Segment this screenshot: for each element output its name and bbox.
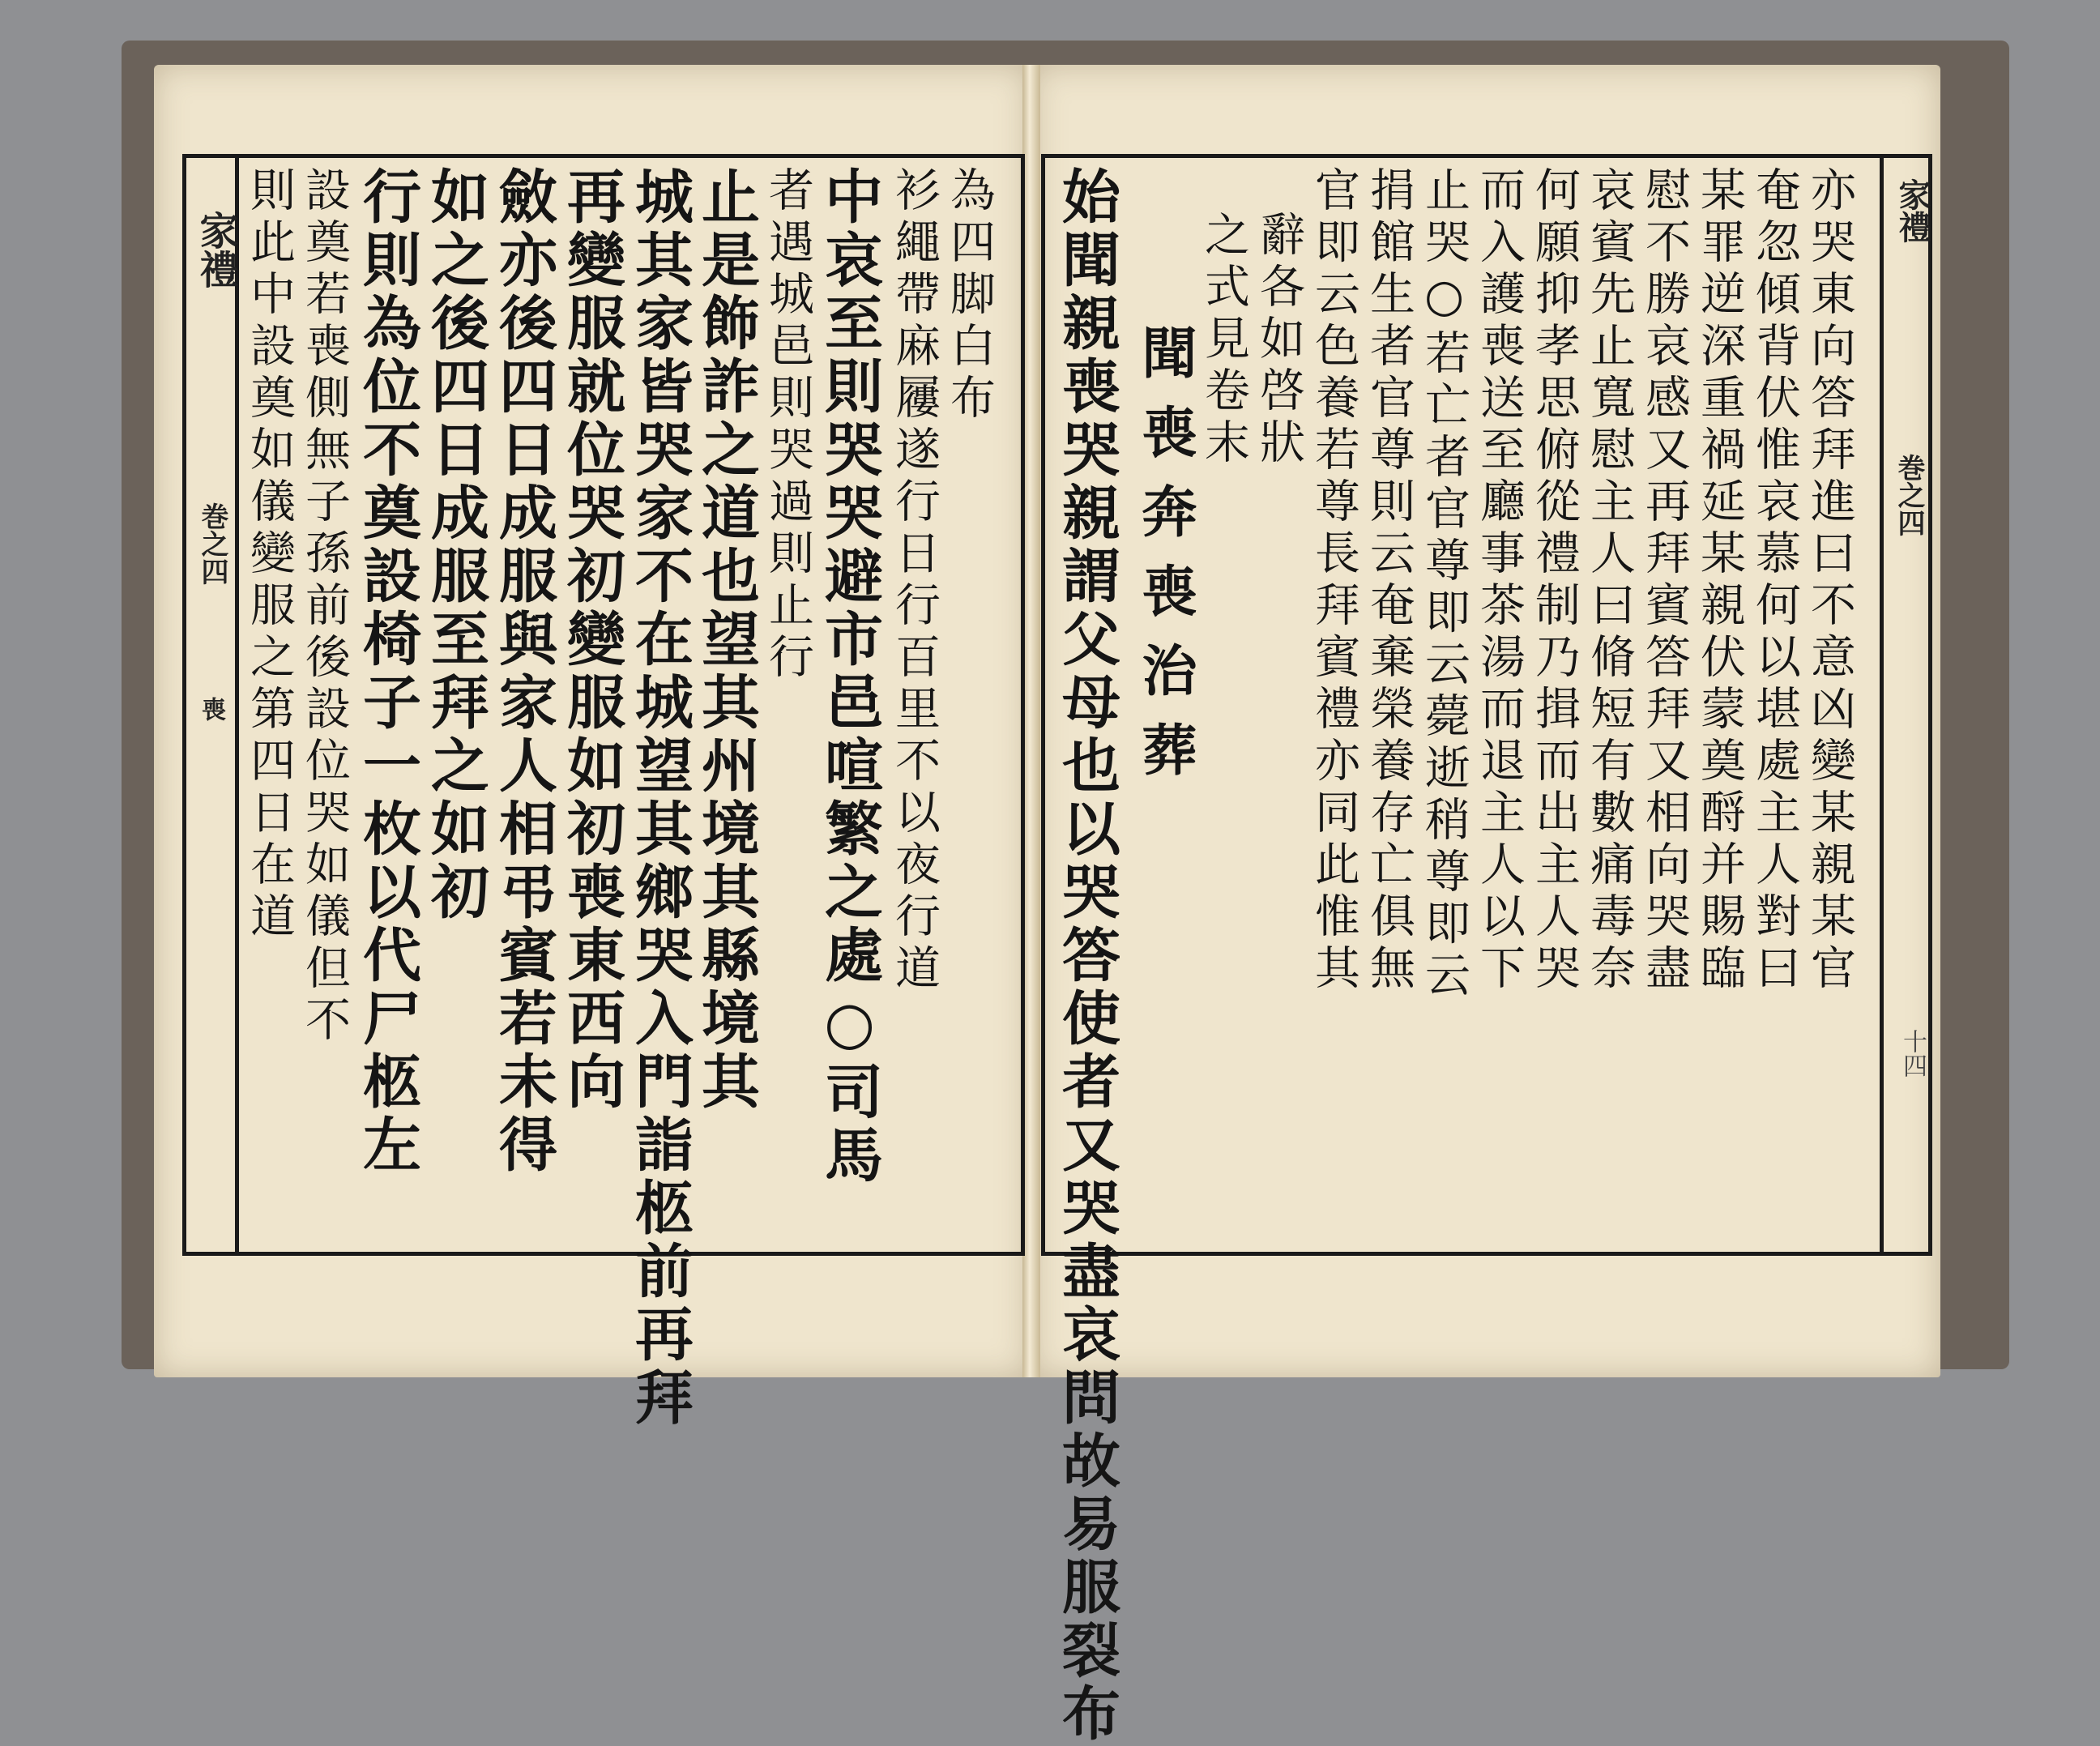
right-margin-title: 家禮 [1893,178,1931,243]
left-margin-volume: 巻之四 [196,502,228,585]
right-column: 而入護喪送至廳事茶湯而退主人以下 [1473,166,1526,996]
left-column: 再變服就位哭初變服如初喪東西向 [557,166,626,1114]
left-column: 衫繩帶麻屨遂行日行百里不以夜行道 [888,166,941,996]
left-column: 者遇城邑則哭過則止行 [762,166,814,685]
right-column: 哀賓先止寬慰主人曰脩短有數痛毒奈 [1583,166,1636,996]
left-column: 行則為位不奠設椅子一枚以代尸柩左 [353,166,422,1177]
right-column: 始聞親喪哭親謂父母也以哭答使者又哭盡哀問故易服裂布 [1052,166,1121,1746]
right-margin-volume: 巻之四 [1893,454,1925,536]
right-column: 奄忽傾背伏惟哀慕何以堪處主人對曰 [1748,166,1801,996]
section-heading: 聞喪奔喪治葬 [1133,324,1197,800]
right-column: 官即云色養若尊長拜賓禮亦同此惟其 [1308,166,1360,996]
right-column: 何願抑孝思俯從禮制乃揖而出主人哭 [1528,166,1581,996]
left-column: 如之後四日成服至拜之如初 [421,166,490,924]
right-column: 某罪逆深重禍延某親伏蒙奠酹并賜臨 [1693,166,1746,996]
left-column: 設奠若喪側無子孫前後設位哭如儀但不 [298,166,351,1048]
right-column: 之式見卷末 [1197,211,1250,470]
left-margin-rule [235,154,239,1252]
page-number: 十四 [1898,1029,1927,1078]
right-margin-rule [1880,154,1884,1252]
left-margin-note: 喪 [197,697,225,721]
left-column: 城其家皆哭家不在城望其鄉哭入門詣柩前再拜 [625,166,694,1430]
left-column: 中哀至則哭哭避市邑喧繁之處○司馬 [815,166,884,1188]
right-column: 慰不勝哀感又再拜賓答拜又相向哭盡 [1638,166,1691,996]
left-column: 斂亦後四日成服與家人相弔賓若未得 [489,166,558,1177]
right-column: 止哭○若亡者官尊即云薨逝稍尊即云 [1418,166,1470,1003]
left-column: 則此中設奠如儀變服之第四日在道 [243,166,296,944]
right-column: 辭各如啓狀 [1253,211,1305,470]
left-column: 為四脚白布 [943,166,996,425]
right-column: 亦哭東向答拜進曰不意凶變某親某官 [1803,166,1856,996]
book-gutter [1022,65,1040,1377]
left-column: 止是飾詐之道也望其州境其縣境其 [692,166,761,1114]
left-margin-title: 家禮 [193,211,238,288]
right-column: 捐館生者官尊則云奄棄榮養存亡俱無 [1363,166,1415,996]
